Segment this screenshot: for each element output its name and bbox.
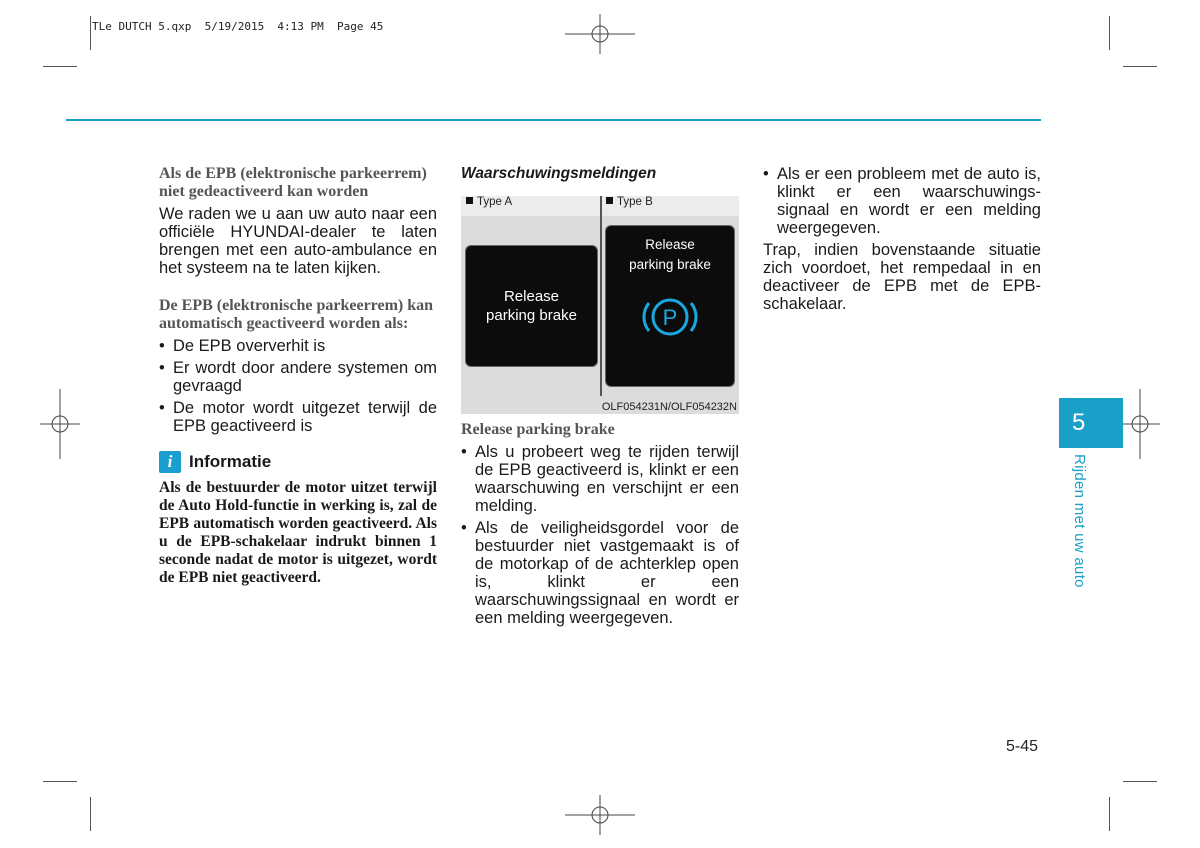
info-body: Als de bestuurder de motor uitzet terwijl de Auto Hold-functie in werking is, zal de EPB automatisch worden geactiveerd. Als u de EPB-schakelaar indrukt binnen 1 seconde nadat de motor is uitgezet, wordt de EPB niet geactiveerd. <box>159 479 437 586</box>
left-column <box>159 165 437 587</box>
figure-divider <box>600 196 602 396</box>
crop-mark-bottom-right-v <box>1109 797 1110 831</box>
list-item: • Als de veiligheidsgordel voor de bestuurder niet vastgemaakt is of de motorkap of de achterklep open is, klinkt er een waarschuwingssignaal en wordt er een melding weergegeven. <box>461 519 739 627</box>
type-a-text: Type A <box>477 196 513 208</box>
type-b-line2: parking brake <box>629 257 711 272</box>
list-item: • Als u probeert weg te rijden terwijl de EPB geactiveerd is, klinkt er een waarschuwing en verschijnt er een melding. <box>461 443 739 515</box>
list-item: • Als er een probleem met de auto is, klinkt er een waarschuwings-signaal en wordt er een melding weergegeven. <box>763 165 1041 237</box>
registration-mark-right <box>1120 389 1160 459</box>
paragraph-tow-advice: We raden we u aan uw auto naar een officiële HYUNDAI-dealer te laten brengen met een auto-ambulance en het systeem na te laten kijken. <box>159 205 437 277</box>
registration-mark-left <box>40 389 80 459</box>
crop-mark-top-right-h <box>1123 66 1157 67</box>
type-a-line1: Release <box>503 288 560 305</box>
crop-mark-bottom-left-h <box>43 781 77 782</box>
list-item: • De EPB oververhit is <box>159 337 437 355</box>
type-a-line2: parking brake <box>486 307 577 324</box>
crop-mark-bottom-right-h <box>1123 781 1157 782</box>
type-b-label <box>606 196 653 208</box>
info-title: Informatie <box>189 452 272 471</box>
chapter-title: Rijden met uw auto <box>1071 454 1088 588</box>
crop-mark-top-right-v <box>1109 16 1110 50</box>
registration-mark-bottom <box>565 795 635 835</box>
list-item: • De motor wordt uitgezet terwijl de EPB geactiveerd is <box>159 399 437 435</box>
info-header <box>159 451 437 473</box>
crop-mark-bottom-left-v <box>90 797 91 831</box>
type-b-line1: Release <box>645 237 695 252</box>
type-b-display <box>605 225 735 387</box>
list-item: • Er wordt door andere systemen om gevraagd <box>159 359 437 395</box>
type-b-text: Type B <box>617 196 653 208</box>
page-number: 5-45 <box>1006 738 1039 755</box>
parking-brake-letter: P <box>662 305 678 330</box>
paragraph-deactivate-instruction: Trap, indien bovenstaande situatie zich voordoet, het rempedaal in en deactiveer de EPB met de EPB-schakelaar. <box>763 241 1041 313</box>
info-icon: i <box>159 451 181 473</box>
section-heading-auto-activation: De EPB (elektronische parkeerrem) kan automatisch geactiveerd worden als: <box>159 297 434 332</box>
print-slug: TLe DUTCH 5.qxp 5/19/2015 4:13 PM Page 45 <box>92 20 384 33</box>
middle-column-text <box>461 421 739 627</box>
type-a-display <box>465 245 598 367</box>
auto-activation-list <box>159 337 437 435</box>
square-bullet-icon <box>606 197 613 204</box>
crop-mark-top-left-h <box>43 66 77 67</box>
crop-mark-top-left-v <box>90 16 91 50</box>
release-parking-brake-heading: Release parking brake <box>461 421 615 438</box>
type-a-label <box>466 196 512 208</box>
warnings-title: Waarschuwingsmeldingen <box>461 165 657 182</box>
chapter-tab: 5 <box>1059 398 1123 448</box>
header-rule <box>66 119 1041 121</box>
square-bullet-icon <box>466 197 473 204</box>
figure-code: OLF054231N/OLF054232N <box>601 401 737 413</box>
section-heading-epb-not-deactivated: Als de EPB (elektronische parkeerrem) niet gedeactiveerd kan worden <box>159 165 427 200</box>
right-column <box>763 165 1041 313</box>
registration-mark-top <box>565 14 635 54</box>
right-list <box>763 165 1041 237</box>
parking-brake-icon <box>640 293 700 341</box>
release-parking-brake-list <box>461 443 739 627</box>
warning-figure <box>461 196 739 414</box>
